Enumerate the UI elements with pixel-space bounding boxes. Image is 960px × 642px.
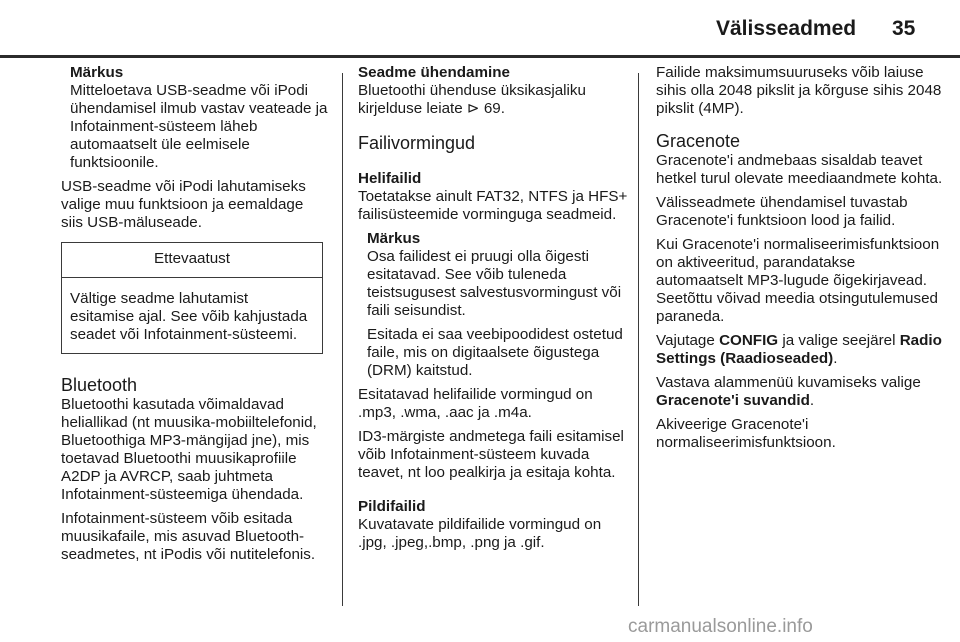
page-reference: 69. [479, 100, 505, 117]
paragraph-audio-formats: Esitatavad helifailide vormingud on .mp3, .wma, .aac ja .m4a. [358, 386, 593, 421]
paragraph-disconnect: USB-seadme või iPodi lahutamiseks valige muu funktsioon ja eemaldage siis USB-mäluseade. [61, 178, 306, 231]
column-1 [61, 64, 329, 570]
instruction-text: Vastava alammenüü kuvamiseks valige [656, 374, 921, 391]
header-title: Välisseadmed [716, 17, 857, 40]
instruction-text: . [833, 350, 838, 367]
page-reference-icon: ⊳ [466, 100, 480, 117]
paragraph-config-instruction [656, 332, 946, 368]
caution-text: Vältige seadme lahutamist esitamise ajal. See võib kahjustada seadet või Infotainment-süsteemi. [70, 290, 308, 343]
heading-image-files: Pildifailid [358, 498, 426, 515]
note-title: Märkus [70, 64, 124, 81]
instruction-text: ja valige seejärel [778, 332, 900, 349]
note-text: Mitteloetava USB-seadme või iPodi ühendamisel ilmub vastav veateade ja Infotainment-süsteem läheb automaatselt üle eelmisele funktsioonile. [70, 82, 328, 171]
column-2 [358, 64, 630, 558]
radio-settings-label: Radio Settings (Raadioseaded) [656, 332, 942, 367]
column-divider-2 [638, 73, 639, 606]
caution-box [61, 242, 323, 354]
caution-title: Ettevaatust [62, 243, 322, 278]
gracenote-options-label: Gracenote'i suvandid [656, 392, 810, 409]
page-number: 35 [892, 17, 916, 40]
heading-file-formats: Failivormingud [358, 133, 476, 153]
paragraph-connect [358, 82, 630, 118]
paragraph-image-size: Failide maksimumsuuruseks võib laiuse sihis olla 2048 pikslit ja kõrguse sihis 2048 pikslit (4MP). [656, 64, 942, 117]
note-text-1: Osa failidest ei pruugi olla õigesti esitatavad. See võib tuleneda teistsugusest salvestusvormingust või faili seisundist. [367, 248, 622, 319]
note-usb-unreadable [61, 64, 329, 172]
paragraph-filesystems: Toetatakse ainult FAT32, NTFS ja HFS+ failisüsteemide vorminguga seadmeid. [358, 188, 628, 223]
config-key-label: CONFIG [719, 332, 779, 349]
header-rule [0, 55, 960, 58]
paragraph-id3: ID3-märgiste andmetega faili esitamisel võib Infotainment-süsteem kuvada teavet, nt loo pealkirja ja esitaja kohta. [358, 428, 624, 481]
watermark: carmanualsonline.info [628, 616, 813, 637]
column-3 [656, 64, 946, 458]
column-divider-1 [342, 73, 343, 606]
paragraph-gracenote-identify: Välisseadmete ühendamisel tuvastab Gracenote'i funktsioon lood ja failid. [656, 194, 908, 229]
instruction-text: . [809, 392, 815, 409]
heading-audio-files: Helifailid [358, 170, 422, 187]
paragraph-bluetooth-music: Infotainment-süsteem võib esitada muusikafaile, mis asuvad Bluetooth-seadmetes, nt iPodis või nutitelefonis. [61, 510, 316, 563]
paragraph-activate: Akiveerige Gracenote'i normaliseerimisfunktsioon. [656, 416, 836, 451]
paragraph-gracenote-normalization: Kui Gracenote'i normaliseerimisfunktsioon on aktiveeritud, parandatakse automaatselt MP3-lugude õigekirjavead. Seetõttu võivad meedia otsingutulemused paraneda. [656, 236, 940, 325]
heading-device-connect: Seadme ühendamine [358, 64, 510, 81]
paragraph-submenu-instruction [656, 374, 946, 410]
connect-text: Bluetoothi ühenduse üksikasjaliku kirjelduse leiate [358, 82, 586, 117]
note-playback [358, 230, 630, 380]
paragraph-image-formats: Kuvatavate pildifailide vormingud on .jpg, .jpeg,.bmp, .png ja .gif. [358, 516, 602, 551]
paragraph-gracenote-db: Gracenote'i andmebaas sisaldab teavet hetkel turul olevate meediaandmete kohta. [656, 152, 943, 187]
instruction-text: Vajutage [656, 332, 720, 349]
note-text-2: Esitada ei saa veebipoodidest ostetud faile, mis on digitaalsete õigustega (DRM) kaitstud. [367, 326, 623, 379]
paragraph-bluetooth-sources: Bluetoothi kasutada võimaldavad heliallikad (nt muusika-mobiiltelefonid, Bluetoothiga MP3-mängijad jne), mis toetavad Bluetoothi muusikaprofiile A2DP ja AVRCP, saab juhtmeta Infotainment-süsteemiga ühendada. [61, 396, 317, 503]
note-title: Märkus [367, 230, 421, 247]
heading-gracenote: Gracenote [656, 131, 741, 151]
heading-bluetooth: Bluetooth [61, 375, 138, 395]
